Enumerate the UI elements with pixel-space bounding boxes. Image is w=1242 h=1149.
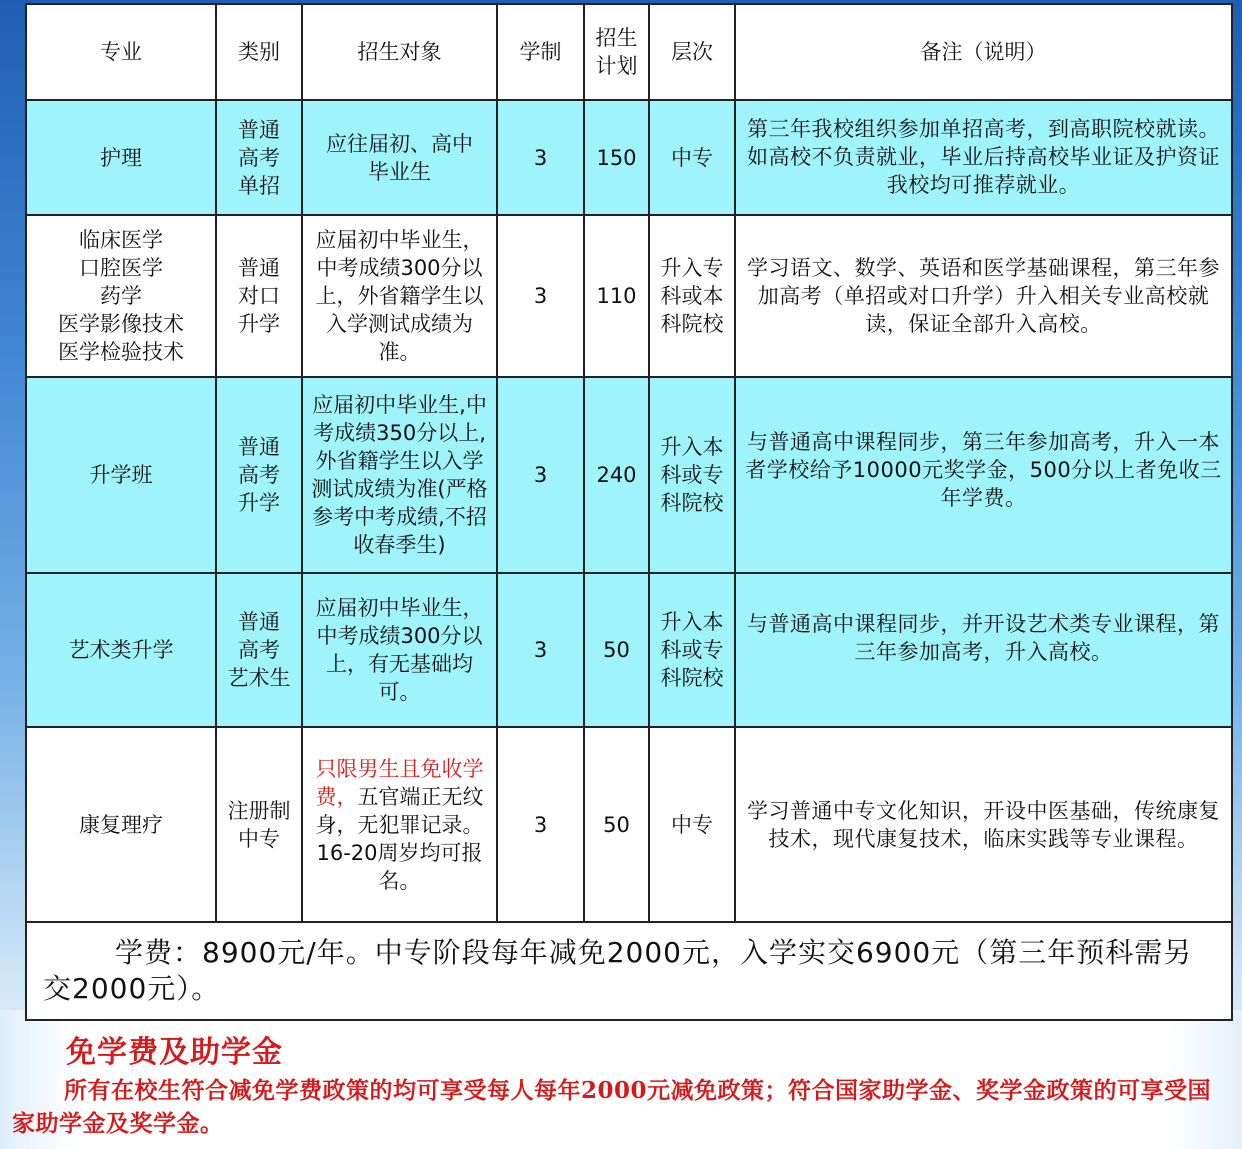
aid-text: 所有在校生符合减免学费政策的均可享受每人每年2000元减免政策；符合国家助学金、奖学金政策的可享受国家助学金及奖学金。 xyxy=(12,1077,1212,1137)
target-cell: 应届初中毕业生,中考成绩350分以上,外省籍学生以入学测试成绩为准(严格参考中考成绩,不招收春季生) xyxy=(302,377,497,573)
table-row xyxy=(26,377,1232,573)
major-cell: 临床医学 口腔医学 药学 医学影像技术 医学检验技术 xyxy=(26,215,216,377)
duration-cell: 3 xyxy=(497,215,584,377)
duration-cell: 3 xyxy=(497,727,584,922)
target-cell xyxy=(302,727,497,922)
header-row xyxy=(26,4,1232,100)
plan-cell: 240 xyxy=(584,377,649,573)
header-target: 招生对象 xyxy=(302,4,497,100)
category-cell: 普通 对口 升学 xyxy=(216,215,302,377)
major-cell: 艺术类升学 xyxy=(26,573,216,727)
level-cell: 升入本 科或专 科院校 xyxy=(649,377,735,573)
major-cell: 护理 xyxy=(26,100,216,215)
header-level: 层次 xyxy=(649,4,735,100)
target-highlight: 只限男生且免收学费， xyxy=(315,756,484,809)
table-row xyxy=(26,573,1232,727)
plan-cell: 110 xyxy=(584,215,649,377)
major-cell: 康复理疗 xyxy=(26,727,216,922)
duration-cell: 3 xyxy=(497,573,584,727)
level-cell: 升入本 科或专 科院校 xyxy=(649,573,735,727)
category-cell: 注册制 中专 xyxy=(216,727,302,922)
header-plan: 招生 计划 xyxy=(584,4,649,100)
admissions-table xyxy=(25,3,1233,1021)
notes-cell: 学习语文、数学、英语和医学基础课程，第三年参加高考（单招或对口升学）升入相关专业高校就读，保证全部升入高校。 xyxy=(735,215,1232,377)
notes-cell: 与普通高中课程同步，第三年参加高考，升入一本者学校给予10000元奖学金，500分以上者免收三年学费。 xyxy=(735,377,1232,573)
aid-title: 免学费及助学金 xyxy=(66,1035,283,1070)
level-cell: 升入专 科或本 科院校 xyxy=(649,215,735,377)
header-notes: 备注（说明） xyxy=(735,4,1232,100)
target-rest: 五官端正无纹身，无犯罪记录。16-20周岁均可报名。 xyxy=(315,784,484,893)
level-cell: 中专 xyxy=(649,727,735,922)
notes-cell: 学习普通中专文化知识，开设中医基础，传统康复技术，现代康复技术，临床实践等专业课程。 xyxy=(735,727,1232,922)
category-cell: 普通 高考 升学 xyxy=(216,377,302,573)
duration-cell: 3 xyxy=(497,100,584,215)
fee-note xyxy=(26,922,1232,1020)
notes-cell: 与普通高中课程同步，并开设艺术类专业课程，第三年参加高考，升入高校。 xyxy=(735,573,1232,727)
fee-note-text: 学费：8900元/年。中专阶段每年减免2000元，入学实交6900元（第三年预科需另交2000元）。 xyxy=(43,936,1193,1005)
header-duration: 学制 xyxy=(497,4,584,100)
category-cell: 普通 高考 单招 xyxy=(216,100,302,215)
major-cell: 升学班 xyxy=(26,377,216,573)
plan-cell: 50 xyxy=(584,573,649,727)
notes-cell: 第三年我校组织参加单招高考，到高职院校就读。如高校不负责就业，毕业后持高校毕业证及护资证我校均可推荐就业。 xyxy=(735,100,1232,215)
duration-cell: 3 xyxy=(497,377,584,573)
plan-cell: 50 xyxy=(584,727,649,922)
level-cell: 中专 xyxy=(649,100,735,215)
table-row xyxy=(26,100,1232,215)
table-row xyxy=(26,215,1232,377)
category-cell: 普通 高考 艺术生 xyxy=(216,573,302,727)
header-category: 类别 xyxy=(216,4,302,100)
plan-cell: 150 xyxy=(584,100,649,215)
table-row xyxy=(26,727,1232,922)
target-cell: 应届初中毕业生，中考成绩300分以上，有无基础均可。 xyxy=(302,573,497,727)
fee-row xyxy=(26,922,1232,1020)
header-major: 专业 xyxy=(26,4,216,100)
target-cell: 应往届初、高中 毕业生 xyxy=(302,100,497,215)
target-cell: 应届初中毕业生，中考成绩300分以上，外省籍学生以入学测试成绩为准。 xyxy=(302,215,497,377)
